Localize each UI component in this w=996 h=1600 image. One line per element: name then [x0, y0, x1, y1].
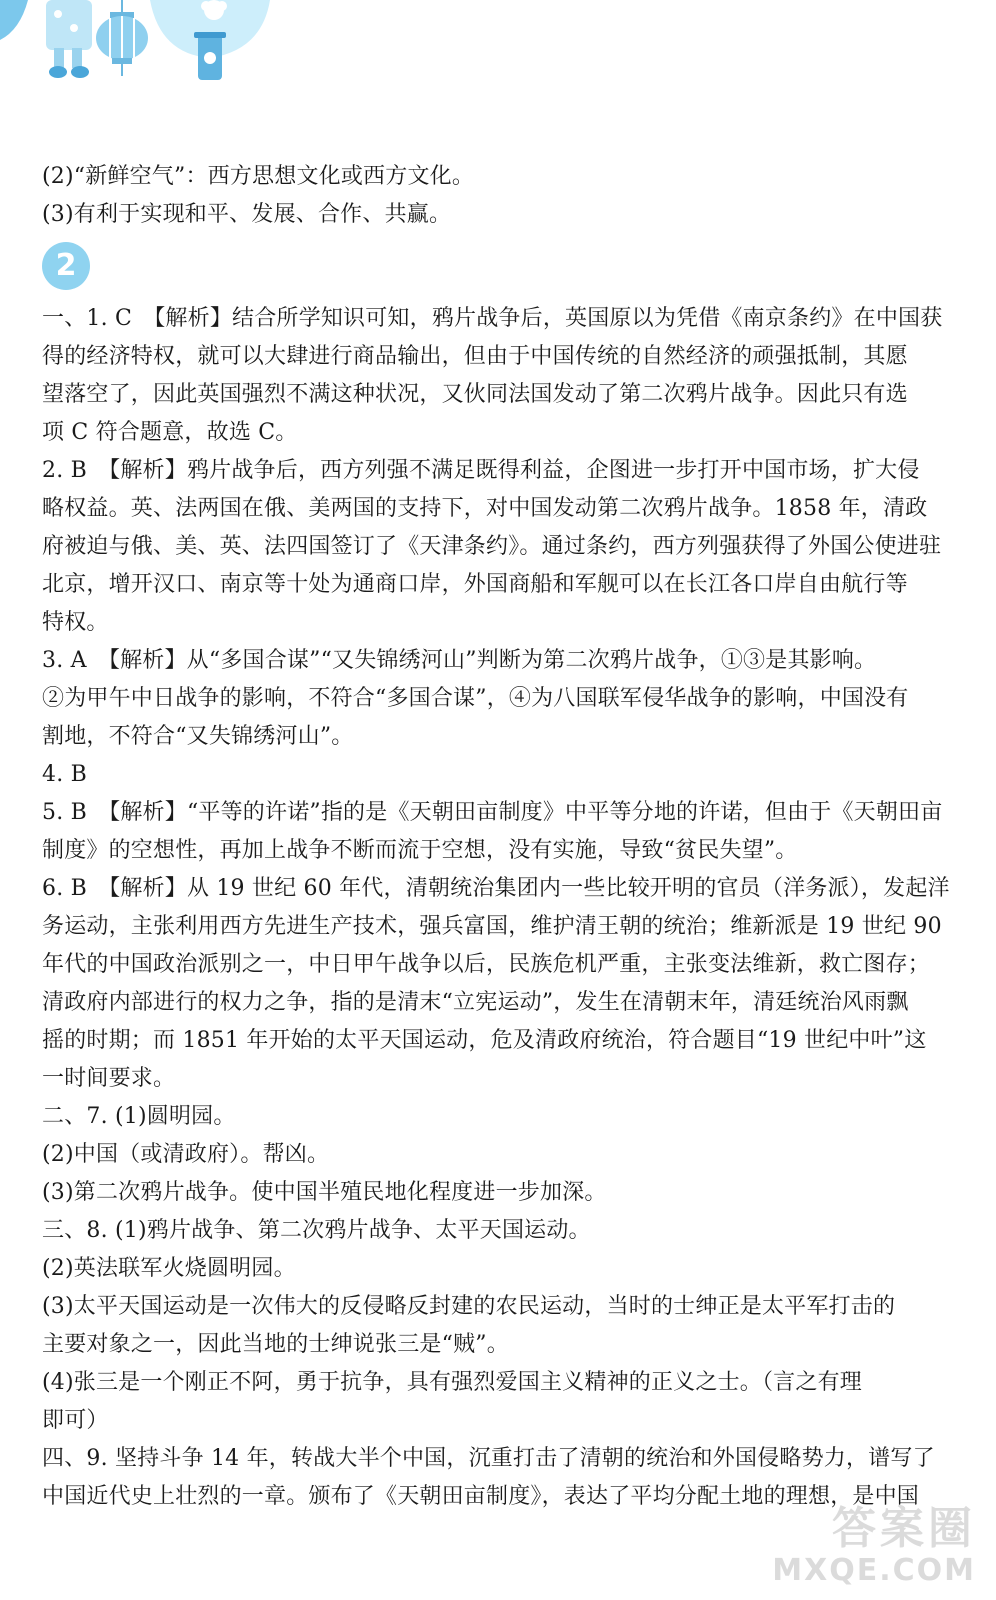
- text-line: 望落空了，因此英国强烈不满这种状况，又伙同法国发动了第二次鸦片战争。因此只有选: [42, 382, 908, 407]
- lantern-icon: [96, 0, 148, 76]
- text-line: 一时间要求。: [42, 1066, 176, 1091]
- text-line: 府被迫与俄、美、英、法四国签订了《天津条约》。通过条约，西方列强获得了外国公使进驻: [42, 534, 942, 559]
- text-line: ②为甲午中日战争的影响，不符合“多国合谋”，④为八国联军侵华战争的影响，中国没有: [42, 686, 909, 711]
- text-line: 主要对象之一，因此当地的士绅说张三是“贼”。: [42, 1332, 509, 1357]
- text-line: 四、9. 坚持斗争 14 年，转战大半个中国，沉重打击了清朝的统治和外国侵略势力，谱写了: [42, 1446, 935, 1471]
- answer-content: [42, 158, 958, 1516]
- text-line: 摇的时期；而 1851 年开始的太平天国运动，危及清政府统治，符合题目“19 世纪中叶”这: [42, 1028, 927, 1053]
- text-line: (3)太平天国运动是一次伟大的反侵略反封建的农民运动，当时的士绅正是太平军打击的: [42, 1294, 896, 1319]
- text-line: 5. B 【解析】“平等的许诺”指的是《天朝田亩制度》中平等分地的许诺，但由于《天朝田亩: [42, 800, 943, 825]
- text-line: 得的经济特权，就可以大肆进行商品输出，但由于中国传统的自然经济的顽强抵制，其愿: [42, 344, 908, 369]
- header-illustration: [0, 0, 300, 110]
- text-line: (2)“新鲜空气”：西方思想文化或西方文化。: [42, 164, 475, 189]
- text-line: 6. B 【解析】从 19 世纪 60 年代，清朝统治集团内一些比较开明的官员（洋务派），发起洋: [42, 876, 950, 901]
- text-line: 即可）: [42, 1408, 109, 1433]
- small-lantern-icon: [194, 32, 226, 80]
- watermark-title: 答案圈: [832, 1503, 976, 1554]
- text-line: (2)英法联军火烧圆明园。: [42, 1256, 296, 1281]
- text-line: 略权益。英、法两国在俄、美两国的支持下，对中国发动第二次鸦片战争。1858 年，清政: [42, 496, 928, 521]
- text-line: 项 C 符合题意，故选 C。: [42, 420, 298, 445]
- text-line: 三、8. (1)鸦片战争、第二次鸦片战争、太平天国运动。: [42, 1218, 591, 1243]
- text-line: 中国近代史上壮烈的一章。颁布了《天朝田亩制度》，表达了平均分配土地的理想，是中国: [42, 1484, 920, 1509]
- text-line: (3)有利于实现和平、发展、合作、共赢。: [42, 202, 452, 227]
- text-line: (4)张三是一个刚正不阿，勇于抗争，具有强烈爱国主义精神的正义之士。（言之有理: [42, 1370, 862, 1395]
- text-line: 特权。: [42, 610, 109, 635]
- text-line: 制度》的空想性，再加上战争不断而流于空想，没有实施，导致“贫民失望”。: [42, 838, 798, 863]
- text-line: 2. B 【解析】鸦片战争后，西方列强不满足既得利益，企图进一步打开中国市场，扩大侵: [42, 458, 920, 483]
- text-line: 4. B: [42, 762, 87, 787]
- text-line: (3)第二次鸦片战争。使中国半殖民地化程度进一步加深。: [42, 1180, 607, 1205]
- section-header: [42, 234, 958, 300]
- child-figure-icon: [46, 0, 92, 78]
- section-number-badge: 2: [42, 242, 90, 290]
- text-line: (2)中国（或清政府）。帮凶。: [42, 1142, 330, 1167]
- text-line: 二、7. (1)圆明园。: [42, 1104, 236, 1129]
- text-line: 务运动，主张利用西方先进生产技术，强兵富国，维护清王朝的统治；维新派是 19 世纪 90: [42, 914, 942, 939]
- text-line: 北京，增开汉口、南京等十处为通商口岸，外国商船和军舰可以在长江各口岸自由航行等: [42, 572, 908, 597]
- text-line: 3. A 【解析】从“多国合谋”“又失锦绣河山”判断为第二次鸦片战争，①③是其影响。: [42, 648, 877, 673]
- text-line: 割地，不符合“又失锦绣河山”。: [42, 724, 354, 749]
- corner-shape-icon: [0, 0, 28, 40]
- watermark-url: MXQE.COM: [772, 1553, 976, 1588]
- text-line: 一、1. C 【解析】结合所学知识可知，鸦片战争后，英国原以为凭借《南京条约》在中国获: [42, 306, 943, 331]
- text-line: 清政府内部进行的权力之争，指的是清末“立宪运动”，发生在清朝末年，清廷统治风雨飘: [42, 990, 909, 1015]
- site-watermark: [772, 1504, 976, 1588]
- text-line: 年代的中国政治派别之一，中日甲午战争以后，民族危机严重，主张变法维新，救亡图存；: [42, 952, 931, 977]
